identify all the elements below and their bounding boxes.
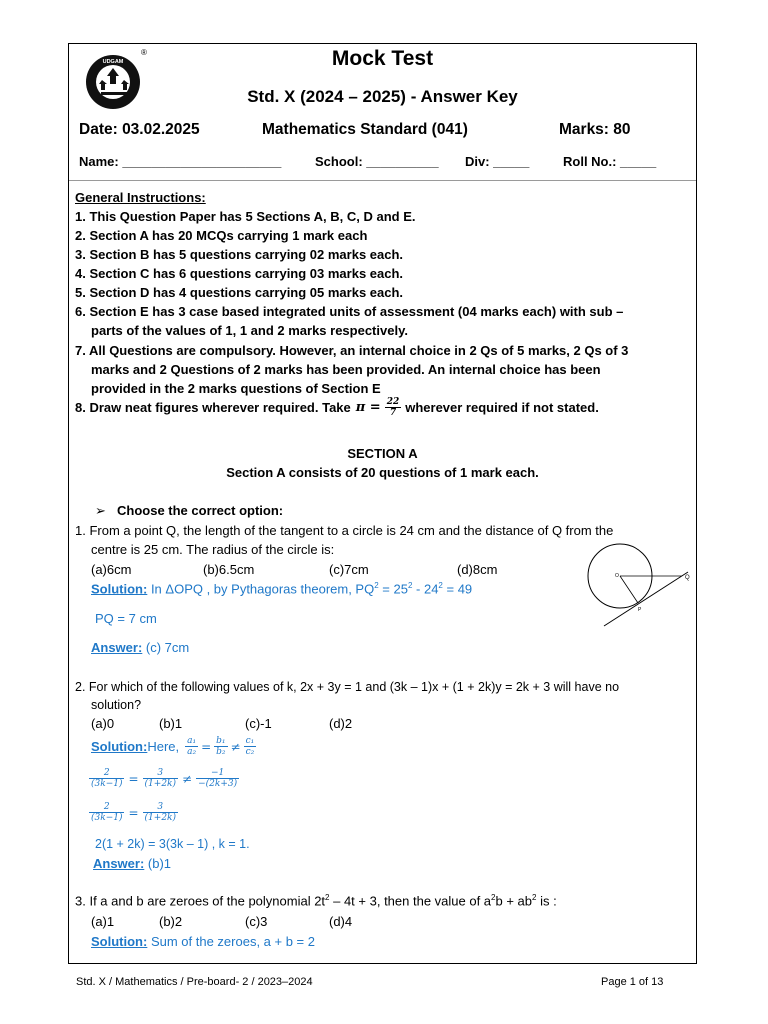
instructions-heading: General Instructions: [75,190,206,205]
instruction-item-pi [75,397,599,418]
pi-denominator: 7 [389,408,397,418]
choose-instruction: Choose the correct option: [117,503,284,518]
answer-label: Answer: [93,856,145,871]
page-title: Mock Test [331,47,434,70]
fraction [89,802,124,823]
superscript: 2 [407,581,413,590]
option-b: (b)6.5cm [203,562,255,577]
section-subtitle: Section A consists of 20 questions of 1 mark each. [226,465,539,480]
school-field: School: __________ [315,154,439,169]
question-text: solution? [91,698,142,712]
instruction-text: wherever required if not stated. [405,400,599,415]
instruction-item: 6. Section E has 3 case based integrated units of assessment (04 marks each) with sub – [75,304,624,319]
numerator: −1 [196,768,239,779]
page-frame [68,43,697,964]
question-part: – 4t + 3, then the value of a [329,893,492,909]
fraction [143,802,178,823]
page-subtitle: Std. X (2024 – 2025) - Answer Key [247,87,518,106]
pi-numerator: 22 [386,397,400,407]
superscript: 2 [491,893,496,902]
ratio-a [185,736,198,757]
pi-fraction [385,397,402,418]
solution-line [91,934,315,949]
instruction-text: 8. Draw neat figures wherever required. Take [75,400,351,415]
solution-label: Solution: [91,581,148,597]
denominator: (1+2k) [144,779,177,789]
svg-text:UDGAM: UDGAM [102,59,124,65]
question-text: centre is 25 cm. The radius of the circle is: [91,542,335,557]
option-c: (c)-1 [245,716,272,731]
answer-line [91,640,189,655]
a2-term: a₂ [187,747,197,757]
option-d: (d)4 [329,914,353,929]
solution-line [91,736,256,757]
fraction [143,768,178,789]
solution-text: Sum of the zeroes, a + b = 2 [147,934,315,949]
denominator: (3k−1) [91,813,123,823]
solution-text: - 24 [412,581,439,597]
a1-term: a₁ [187,736,197,746]
b1-term: b₁ [216,736,226,746]
not-equal-sign: ≠ [182,771,193,786]
denominator: −(2k+3) [198,779,238,789]
answer-value: (b)1 [144,856,172,871]
solution-text: = 49 [442,581,473,597]
equals-sign: = [201,739,212,754]
question-part: 3. If a and b are zeroes of the polynomial 2t [75,893,326,909]
superscript: 2 [532,893,537,902]
div-field: Div: _____ [465,154,530,169]
instruction-item: marks and 2 Questions of 2 marks has been provided. An internal choice has been [91,362,601,377]
ratio-b [214,736,227,757]
option-b: (b)1 [159,716,183,731]
answer-line [93,856,171,871]
point-p-label: P [638,607,642,613]
answer-label: Answer: [91,640,143,655]
option-a: (a)6cm [91,562,132,577]
instruction-item: 4. Section C has 6 questions carrying 03 marks each. [75,266,404,281]
superscript: 2 [374,581,379,590]
instruction-item: provided in the 2 marks questions of Section E [91,381,381,396]
instruction-item: 7. All Questions are compulsory. However, an internal choice in 2 Qs of 5 marks, 2 Qs of 3 [75,343,629,358]
instruction-item: 1. This Question Paper has 5 Sections A, B, C, D and E. [75,209,416,224]
pi-symbol: π = [355,400,381,415]
option-a: (a)1 [91,914,115,929]
page-number: Page 1 of 13 [601,976,664,988]
point-q-label: Q [685,575,690,581]
exam-date: Date: 03.02.2025 [79,121,200,138]
fraction-equation-2 [89,802,178,823]
numerator: 3 [143,802,178,813]
denominator: (3k−1) [91,779,123,789]
instruction-item: 3. Section B has 5 questions carrying 02 marks each. [75,247,404,262]
question-part: is : [536,893,557,909]
solution-text: In ΔOPQ , by Pythagoras theorem, PQ [147,581,375,597]
bullet-icon: ➢ [95,503,106,518]
question-part: b + ab [495,893,533,909]
option-d: (d)8cm [457,562,498,577]
b2-term: b₂ [216,747,226,757]
solution-label: Solution: [91,934,148,949]
not-equal-sign: ≠ [230,739,241,754]
question-text: 2. For which of the following values of k, 2x + 3y = 1 and (3k – 1)x + (1 + 2k)y = 2k + 3 will have no [75,680,620,694]
tangent-figure [584,534,696,630]
total-marks: Marks: 80 [559,121,631,138]
fraction [196,768,239,789]
denominator: (1+2k) [144,813,177,823]
point-o-label: O [615,573,619,579]
subject-name: Mathematics Standard (041) [262,121,468,138]
option-a: (a)0 [91,716,115,731]
header-divider [69,180,696,181]
c1-term: c₁ [245,736,255,746]
ratio-c [244,736,257,757]
question-text [75,893,557,908]
roll-field: Roll No.: _____ [563,154,657,169]
solution-text: = 25 [378,581,408,597]
instruction-item: parts of the values of 1, 1 and 2 marks respectively. [91,323,408,338]
instruction-item: 2. Section A has 20 MCQs carrying 1 mark each [75,228,368,243]
numerator: 2 [89,802,124,813]
option-c: (c)7cm [329,562,369,577]
equals-sign: = [128,805,139,820]
solution-step: 2(1 + 2k) = 3(3k – 1) , k = 1. [95,837,250,851]
registered-mark: ® [141,48,147,57]
solution-line [91,581,472,596]
equals-sign: = [128,771,139,786]
superscript: 2 [438,581,443,590]
name-field: Name: ______________________ [79,154,282,169]
c2-term: c₂ [245,747,255,757]
numerator: 3 [143,768,178,779]
option-d: (d)2 [329,716,353,731]
superscript: 2 [325,893,330,902]
answer-value: (c) 7cm [142,640,190,655]
instruction-item: 5. Section D has 4 questions carrying 05 marks each. [75,285,404,300]
option-b: (b)2 [159,914,183,929]
footer-left: Std. X / Mathematics / Pre-board- 2 / 2023–2024 [76,976,313,988]
option-c: (c)3 [245,914,268,929]
fraction [89,768,124,789]
solution-label: Solution: [91,739,148,754]
numerator: 2 [89,768,124,779]
solution-step: PQ = 7 cm [95,611,157,626]
fraction-equation-1 [89,768,239,789]
question-text: 1. From a point Q, the length of the tangent to a circle is 24 cm and the distance of Q from the [75,523,614,538]
section-title: SECTION A [347,446,418,461]
solution-text: Here, [147,739,180,754]
